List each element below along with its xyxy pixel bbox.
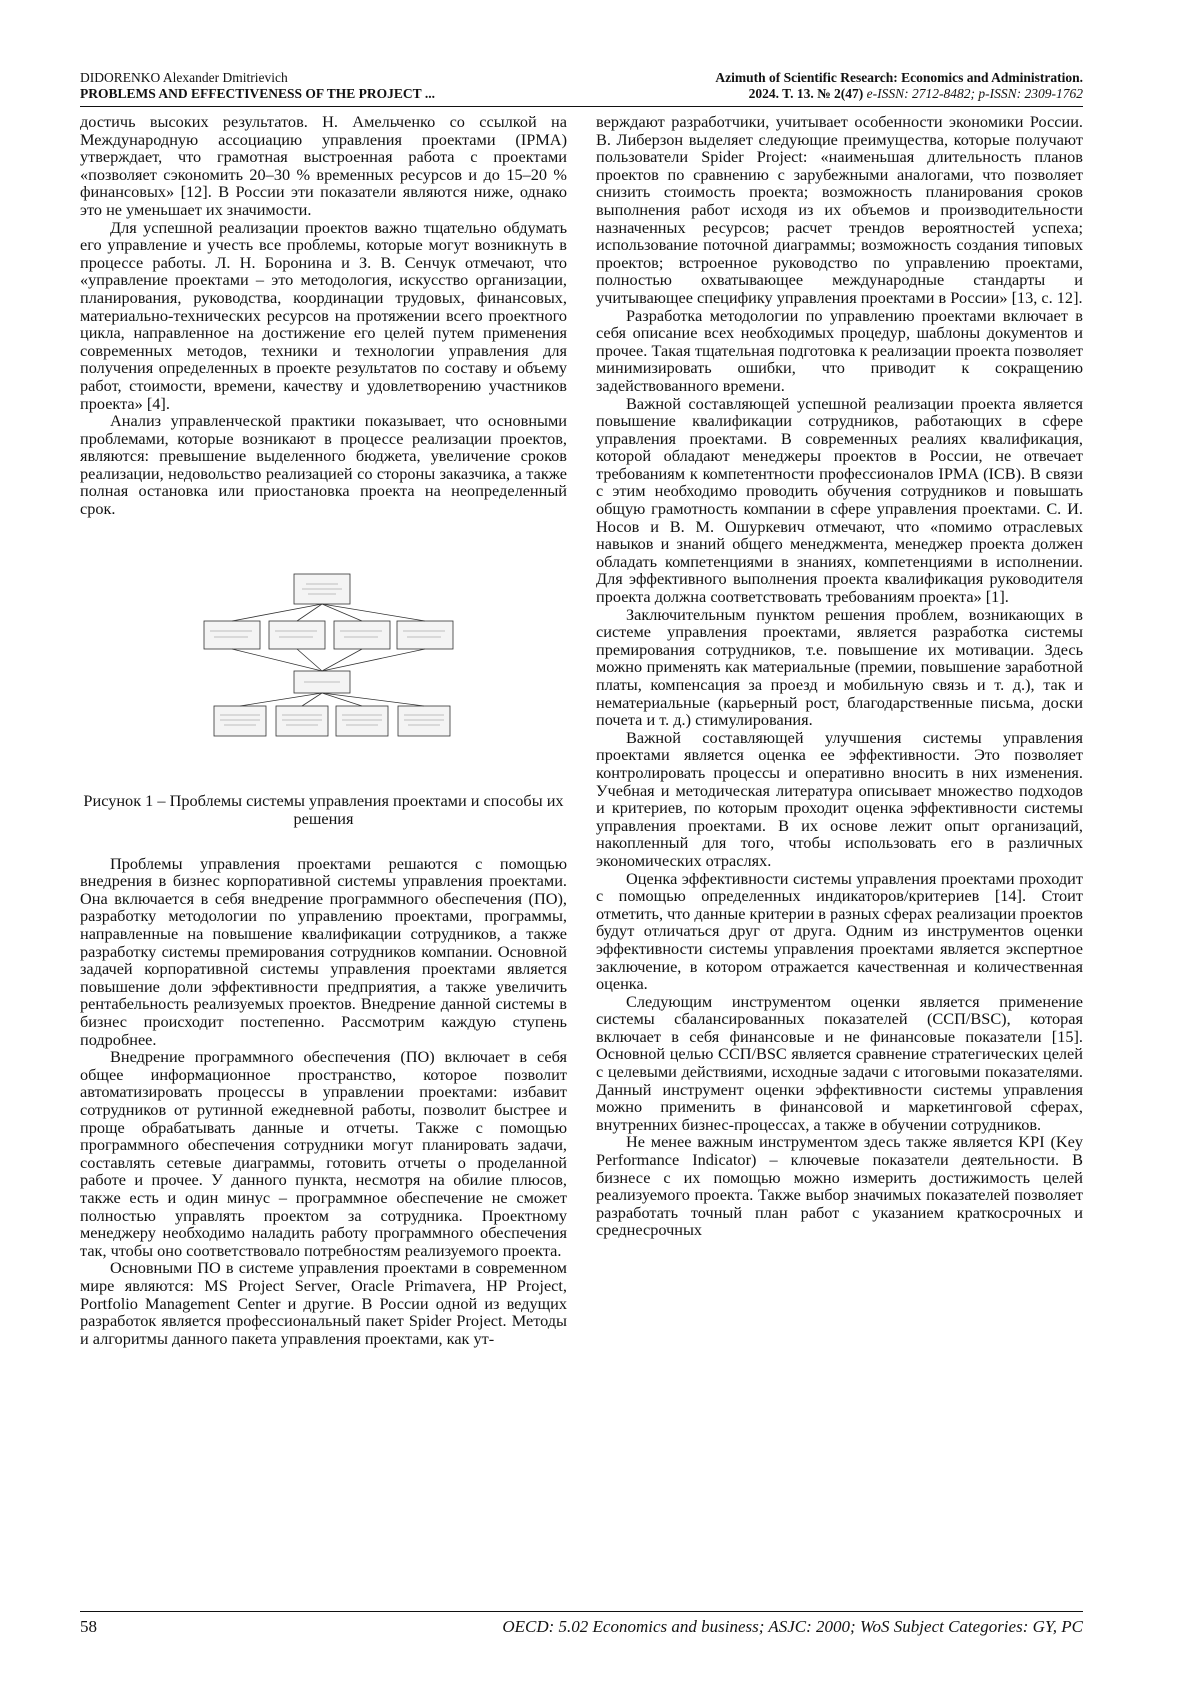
- header-issue: 2024. T. 13. № 2(47): [748, 86, 864, 101]
- page-number: 58: [80, 1617, 97, 1636]
- paragraph: Не менее важным инструментом здесь также является KPI (Key Performance Indicator) – ключевые показатели деятельности. В бизнесе с их помощью можно измерить достижимость целей реализуемого проекта. Также выбор значимых показателей позволяет разработать точный план работ с указанием краткосрочных и среднесрочных: [596, 1132, 1083, 1240]
- diagram-node-solution-1: [214, 706, 266, 736]
- diagram-node-problem-1: [204, 621, 260, 649]
- header-author: DIDORENKO Alexander Dmitrievich: [80, 70, 288, 85]
- header-journal: Azimuth of Scientific Research: Economics and Administration.: [715, 70, 1083, 85]
- paragraph: Для успешной реализации проектов важно тщательно обдумать его управление и учесть все проблемы, которые могут возникнуть в процессе работы. Л. Н. Боронина и З. В. Сенчук отмечают, что «управление проектами – это методология, искусство организации, планирования, руководства, координации трудовых, финансовых, материально-технических ресурсов на протяжении всего проектного цикла, направленное на достижение его целей путем применения современных методов, техники и технологии управления для получения определенных в проекте результатов по составу и объему работ, стоимости, времени, качеству и удовлетворению участников проекта» [4].: [80, 217, 567, 413]
- page-footer: [80, 1611, 1083, 1636]
- diagram-node-problem-2: [269, 621, 325, 649]
- diagram-node-solution-4: [398, 706, 450, 736]
- left-column: [80, 113, 567, 1347]
- diagram-node-solution-2: [276, 706, 328, 736]
- header-rule: [80, 106, 1083, 107]
- footer-classification: OECD: 5.02 Economics and business; ASJC: 2000; WoS Subject Categories: GY, PC: [502, 1617, 1083, 1636]
- diagram-node-problem-3: [334, 621, 390, 649]
- paragraph: Важной составляющей улучшения системы управления проектами является оценка ее эффективности. Это позволяет контролировать процессы и оперативно вносить в них изменения. Учебная и методическая литература описывает множество подходов и критериев, по которым проходит оценка эффективности системы управления проектами. В их основе лежит опыт организаций, накопленный для того, чтобы использовать его в различных экономических отраслях.: [596, 727, 1083, 870]
- paragraph: Заключительным пунктом решения проблем, возникающих в системе управления проектами, является разработка системы премирования сотрудников, т.е. повышение их мотивации. Здесь можно применять как материальные (премии, повышение заработной платы, компенсация за проезд и мобильную связь и т. д.), так и нематериальные (карьерный рост, благодарственные письма, доски почета и т. д.) стимулирования.: [596, 604, 1083, 730]
- paragraph: Оценка эффективности системы управления проектами проходит с помощью определенных индикаторов/критериев [14]. Стоит отметить, что данные критерии в разных сферах реализации проектов будут отличаться друг от друга. Одним из инструментов оценки эффективности системы управления проектами является экспертное заключение, в котором отражается качественная и количественная оценка.: [596, 868, 1083, 994]
- header-left: [80, 70, 435, 102]
- running-header: [80, 70, 1083, 106]
- diagram-node-solution-3: [336, 706, 388, 736]
- paragraph: достичь высоких результатов. Н. Амельченко со ссылкой на Международную ассоциацию управления проектами (IPMA) утверждает, что грамотная выстроенная работа с проектами «позволяет сэкономить 20–30 % временных ресурсов и до 15–20 % финансовых» [12]. В России эти показатели являются ниже, однако это не уменьшает их значимости.: [80, 112, 567, 219]
- header-article-title: PROBLEMS AND EFFECTIVENESS OF THE PROJECT ...: [80, 86, 435, 101]
- figure-diagram: [80, 544, 567, 769]
- paragraph: Основными ПО в системе управления проектами в современном мире являются: MS Project Server, Oracle Primavera, HP Project, Portfolio Management Center и другие. В России одной из ведущих разработок является профессиональный пакет Spider Project. Методы и алгоритмы данного пакета управления проектами, как ут-: [80, 1258, 567, 1348]
- header-issn: e-ISSN: 2712-8482; p-ISSN: 2309-1762: [866, 86, 1083, 101]
- diagram-svg: [80, 544, 567, 769]
- right-column: [596, 113, 1083, 1239]
- paragraph: Разработка методологии по управлению проектами включает в себя описание всех необходимых процедур, шаблоны документов и прочее. Такая тщательная подготовка к реализации проекта позволяет минимизировать ошибки, что приводит к сокращению задействованного времени.: [596, 305, 1083, 395]
- paragraph: Внедрение программного обеспечения (ПО) включает в себя общее информационное пространство, которое позволит автоматизировать процессы в управлении проектами: избавит сотрудников от рутинной ежедневной работы, позволит быстрее и проще обрабатывать данные и отчеты. Также с помощью программного обеспечения сотрудники могут планировать задачи, составлять сетевые диаграммы, готовить отчеты о проделанной работе и прочее. У данного пункта, несмотря на обилие плюсов, также есть и один минус – программное обеспечение не сможет полностью управлять проектом за сотрудника. Проектному менеджеру необходимо наладить работу программного обеспечения так, чтобы оно соответствовало потребностям реализуемого проекта.: [80, 1047, 567, 1260]
- paragraph: Анализ управленческой практики показывает, что основными проблемами, которые возникают в процессе реализации проектов, являются: превышение выделенного бюджета, увеличение сроков реализации, недовольство реализацией со стороны заказчика, а также полная остановка или приостановка проекта на неопределенный срок.: [80, 411, 567, 519]
- diagram-node-problem-4: [397, 621, 453, 649]
- figure-caption: Рисунок 1 – Проблемы системы управления проектами и способы их решения: [83, 790, 564, 828]
- paragraph: верждают разработчики, учитывает особенности экономики России. В. Либерзон выделяет следующие преимущества, которые получают пользователи Spider Project: «наименьшая длительность планов проектов по сравнению с зарубежными аналогами, что позволяет снизить стоимость проекта; возможность планирования сроков выполнения работ исходя из их объемов и производительности назначенных ресурсов; расчет трендов вероятностей успеха; использование поточной диаграммы; возможность создания типовых проектов; встроенное руководство по управлению проектами, полностью охватывающее международные стандарты и учитывающее специфику управления проектами в России» [13, с. 12].: [596, 112, 1083, 307]
- paragraph: Следующим инструментом оценки является применение системы сбалансированных показателей (ССП/BSC), которая включает в себя финансовые и не финансовые показатели [15]. Основной целью ССП/BSC является сравнение стратегических целей с целевыми действиями, исходные задачи с итоговыми показателями. Данный инструмент оценки эффективности системы управления можно применить в финансовой и маркетинговой сферах, внутренних бизнес-процессах, а также в обучении сотрудников.: [596, 991, 1083, 1134]
- header-issue-line: [715, 86, 1083, 102]
- paragraph: Важной составляющей успешной реализации проекта является повышение квалификации сотрудников, работающих в сфере управления проектами. В современных реалиях квалификация, которой обладают менеджеры проектов в России, не отвечает требованиям к компетентности профессионалов IPMA (ICB). В связи с этим необходимо проводить обучения сотрудников и повышать общую грамотность компании в сфере управления проектами. С. И. Носов и В. М. Ошуркевич отмечают, что «помимо отраслевых навыков и знаний общего менеджмента, менеджер проекта должен обладать компетенциями в знаниях, компетенциями в исполнении. Для эффективного выполнения проекта квалификация руководителя проекта должна соответствовать требованиям проекта» [1].: [596, 393, 1083, 607]
- paragraph: Проблемы управления проектами решаются с помощью внедрения в бизнес корпоративной системы управления проектами. Она включается в себя внедрение программного обеспечения (ПО), разработку методологии по управлению проектами, программы, направленные на повышение квалификации сотрудников, а также разработку системы премирования сотрудников компании. Основной задачей корпоративной системы управления проектами является повышение доли эффективности предприятия, а также увеличить рентабельность реализуемых проектов. Внедрение данной системы в бизнес происходит постепенно. Рассмотрим каждую ступень подробнее.: [80, 853, 567, 1049]
- header-right: [715, 70, 1083, 102]
